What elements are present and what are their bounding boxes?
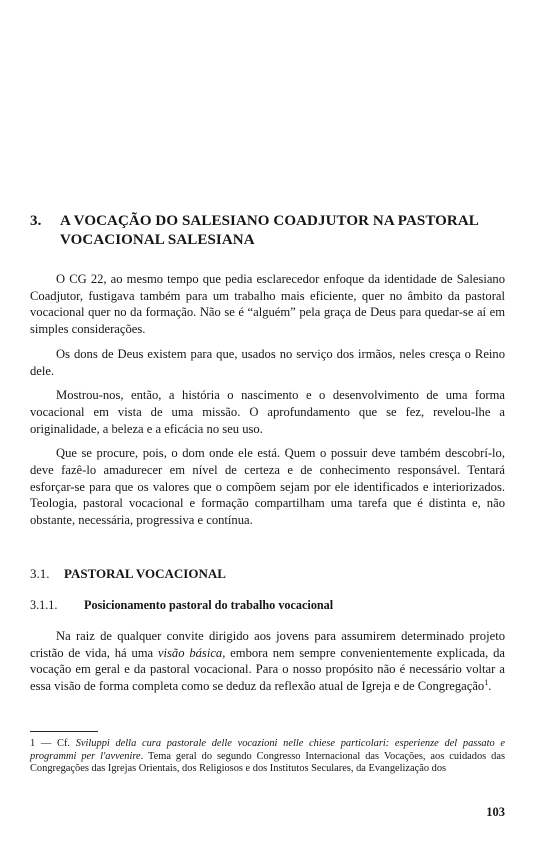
intro-text [30,271,505,537]
paragraph: Mostrou-nos, então, a história o nascimento e o desenvolvimento de uma forma vocacional em vista de uma missão. O aprofundamento que se fez, revelou-lhe a originalidade, a beleza e a eficácia no seu uso. [30,388,505,436]
footnote-divider [30,731,98,732]
paragraph: O CG 22, ao mesmo tempo que pedia esclarecedor enfoque da identidade de Salesiano Coadjutor, fustigava também para um trabalho mais eficiente, quer no âmbito da pastoral vocacional quer no da formação. Não se é “alguém” pela graça de Deus para quedar-se aí em simples considerações. [30,272,505,337]
footnote-italic-title: Sviluppi della cura pastorale delle vocazioni nelle chiese particolari: esperienze del passato e programmi per l'avvenire [30,738,505,762]
chapter-title: A VOCAÇÃO DO SALESIANO COADJUTOR NA PASTORAL VOCACIONAL SALESIANA [60,213,479,248]
emphasis-text: visão básica [157,645,223,660]
paragraph [30,628,505,695]
paragraph: Os dons de Deus existem para que, usados no serviço dos irmãos, neles cresça o Reino dele. [30,346,505,378]
text-run: , embora nem sempre convenientemente explicada, da vocação em geral e da pastoral vocacional. Para o nosso propósito não é necessário voltar a essa visão de forma completa como se deduz da reflexão atual de Igreja e de Congregação [30,645,505,694]
footnote [30,738,505,776]
subsection-title: Posicionamento pastoral do trabalho vocacional [84,598,334,612]
section-number: 3.1. [30,566,50,581]
subsection-text [30,628,505,703]
chapter-number: 3. [30,213,42,229]
section-title: PASTORAL VOCACIONAL [64,566,226,581]
footnote-reference[interactable]: 1 [484,677,489,687]
section-heading [30,566,226,582]
subsection-heading [30,598,333,613]
footnote-marker: 1 — Cf. [30,738,76,749]
page [30,0,505,847]
footnote-text: . Tema geral do segundo Congresso Internacional das Vocações, aos cuidados das Congregações das Igrejas Orientais, dos Religiosos e dos Institutos Seculares, da Evangelização dos [30,750,505,775]
chapter-heading [30,212,505,250]
paragraph: Que se procure, pois, o dom onde ele está. Quem o possuir deve também descobrí-lo, deve fazê-lo amadurecer em nível de certeza e de conhecimento responsável. Tentará esforçar-se para que os valores que o compõem sejam por ele identificados e interiorizados. Teologia, pastoral vocacional e formação compartilham uma tarefa que é distinta e, não obstante, necessária, progressiva e contínua. [30,446,505,528]
page-number: 103 [486,805,505,819]
text-run: . [488,679,492,694]
subsection-number: 3.1.1. [30,598,58,612]
text-run: Na raiz de qualquer convite dirigido aos jovens para assumirem determinado projeto cristão de vida, há uma [30,629,505,660]
